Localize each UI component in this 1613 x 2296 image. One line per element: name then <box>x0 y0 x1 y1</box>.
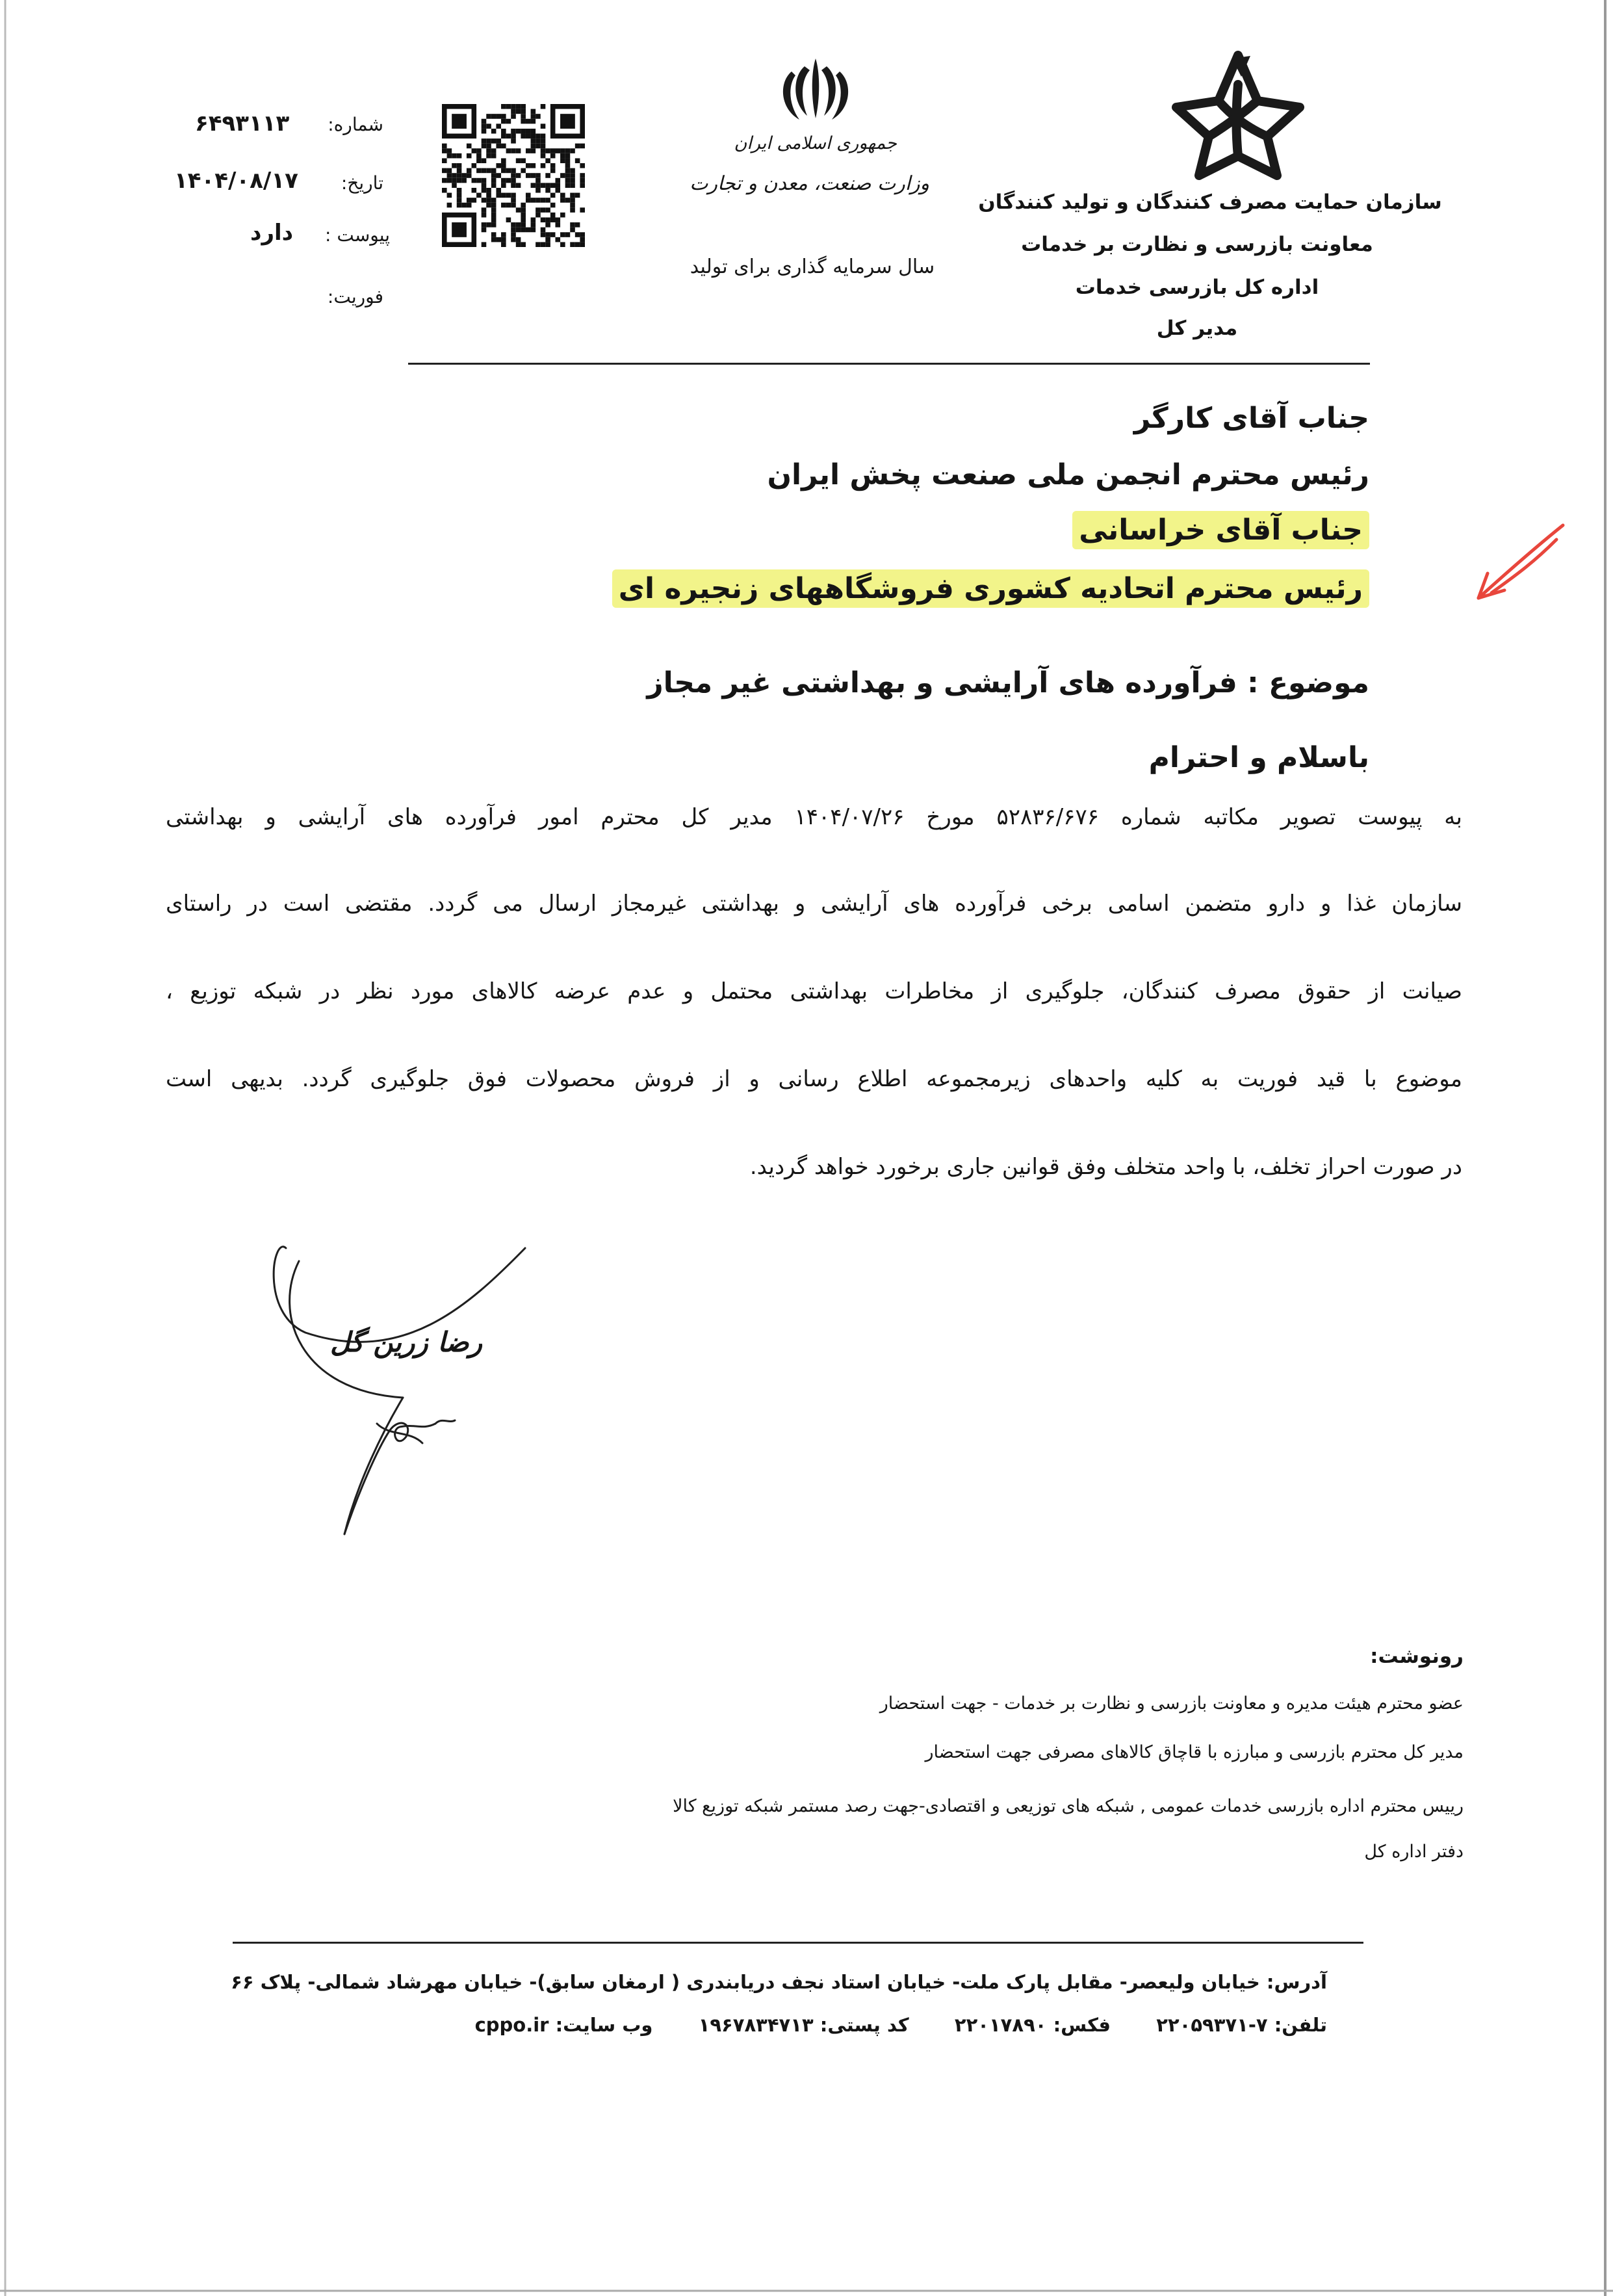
footer-fax: فکس: ۲۲۰۱۷۸۹۰ <box>954 2014 1111 2036</box>
recipient-2-title: رئیس محترم اتحادیه کشوری فروشگاههای زنجیره ای <box>232 572 1369 605</box>
body-line-1: به پیوست تصویر مکاتبه شماره ۵۲۸۳۶/۶۷۶ مورخ ۱۴۰۴/۰۷/۲۶ مدیر کل محترم امور فرآورده های آرایشی و بهداشتی <box>166 804 1463 830</box>
body-line-4: موضوع با قید فوریت به کلیه واحدهای زیرمجموعه اطلاع رسانی و از فروش محصولات فوق جلوگیری گردد. بدیهی است <box>166 1066 1462 1092</box>
pen-arrow-mark <box>1465 520 1569 611</box>
body-line-3: صیانت از حقوق مصرف کنندگان، جلوگیری از مخاطرات بهداشتی محتمل و عدم عرضه کالاهای مورد نظر در شبکه توزیع ، <box>166 978 1462 1004</box>
header-divider <box>408 363 1370 365</box>
subject-line: موضوع : فرآورده های آرایشی و بهداشتی غیر مجاز <box>647 666 1369 699</box>
cc-line-2: مدیر کل محترم بازرسی و مبارزه با قاچاق کالاهای مصرفی جهت استحضار <box>925 1742 1464 1762</box>
organization-logo-icon <box>1170 46 1306 182</box>
date-label: تاریخ: <box>341 172 383 194</box>
footer-website: وب سایت: cppo.ir <box>474 2014 653 2036</box>
footer-divider <box>233 1942 1363 1944</box>
footer-postal-code: کد پستی: ۱۹۶۷۸۳۴۷۱۳ <box>698 2014 909 2036</box>
recipient-1-title: رئیس محترم انجمن ملی صنعت پخش ایران <box>767 458 1369 491</box>
footer-contacts <box>222 2014 1327 2036</box>
number-label: شماره: <box>328 114 383 135</box>
ministry-name: وزارت صنعت، معدن و تجارت <box>690 172 929 195</box>
org-department: اداره کل بازرسی خدمات <box>1075 276 1319 299</box>
cc-line-1: عضو محترم هیئت مدیره و معاونت بازرسی و نظارت بر خدمات - جهت استحضار <box>879 1693 1464 1714</box>
org-title: مدیر کل <box>1156 317 1238 340</box>
cc-line-4: دفتر اداره کل <box>1364 1842 1464 1862</box>
cc-line-3: رییس محترم اداره بازرسی خدمات عمومی , شبکه های توزیعی و اقتصادی-جهت رصد مستمر شبکه توزیع کالا <box>673 1796 1464 1816</box>
cc-title: رونوشت: <box>1370 1645 1464 1668</box>
body-line-5: در صورت احراز تخلف، با واحد متخلف وفق قوانین جاری برخورد خواهد گردید. <box>749 1154 1462 1180</box>
footer-address: آدرس: خیابان ولیعصر- مقابل پارک ملت- خیابان استاد نجف دریابندری ( ارمغان سابق)- خیابان مهرشاد شمالی- پلاک ۶۶ <box>231 1971 1327 1993</box>
country-name: جمهوری اسلامی ایران <box>734 133 897 153</box>
org-deputy: معاونت بازرسی و نظارت بر خدمات <box>1021 233 1373 256</box>
greeting: باسلام و احترام <box>1148 741 1369 774</box>
body-line-2: سازمان غذا و دارو متضمن اسامی برخی فرآورده های آرایشی و بهداشتی غیرمجاز ارسال می گردد. مقتضی است در راستای <box>166 891 1462 917</box>
org-name: سازمان حمایت مصرف کنندگان و تولید کنندگان <box>978 190 1442 214</box>
recipient-1-name: جناب آقای کارگر <box>1133 402 1369 435</box>
year-slogan: سال سرمایه گذاری برای تولید <box>690 255 935 278</box>
footer-phone: تلفن: ۷-۲۲۰۵۹۳۷۱ <box>1156 2014 1327 2036</box>
urgency-label: فوریت: <box>327 286 383 307</box>
date-value: ۱۴۰۴/۰۸/۱۷ <box>174 168 298 194</box>
recipient-2-name: جناب آقای خراسانی <box>232 514 1369 547</box>
attachment-value: دارد <box>250 220 294 246</box>
iran-emblem-icon <box>773 53 858 125</box>
qr-code <box>442 104 585 247</box>
signature-name: رضا زرین گل <box>329 1326 482 1358</box>
attachment-label: پیوست : <box>325 224 390 246</box>
number-value: ۶۴۹۳۱۱۳ <box>195 111 290 137</box>
handwritten-signature <box>260 1235 546 1547</box>
